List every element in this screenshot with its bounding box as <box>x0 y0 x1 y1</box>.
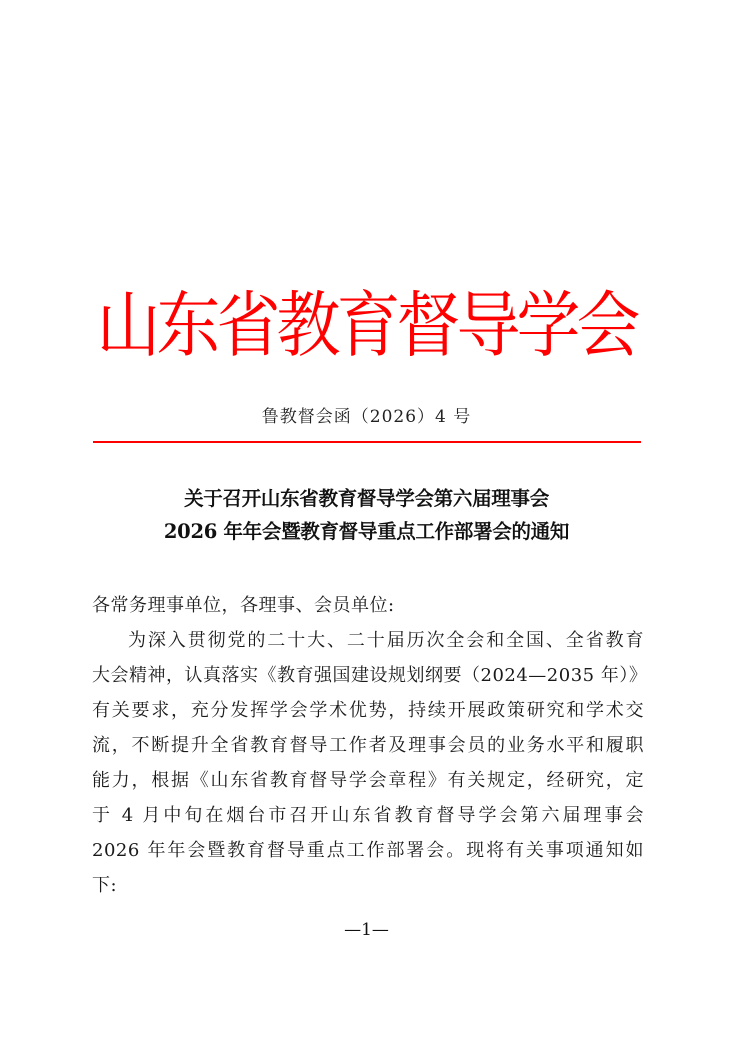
notice-title <box>0 482 733 548</box>
body-line: 下: <box>92 875 118 896</box>
body-line: 能力，根据《山东省教育督导学会章程》有关规定，经研究，定 <box>92 770 644 791</box>
body-line: 为深入贯彻党的二十大、二十届历次全会和全国、全省教育 <box>128 630 644 651</box>
body-line: 流，不断提升全省教育督导工作者及理事会员的业务水平和履职 <box>92 735 644 756</box>
document-number: 鲁教督会函（2026）4 号 <box>261 407 472 427</box>
organization-header-title: 山东省教育督导学会 <box>96 284 637 368</box>
notice-body <box>92 588 648 903</box>
body-line: 2026 年年会暨教育督导重点工作部署会。现将有关事项通知如 <box>92 840 644 861</box>
body-line: 于 4 月中旬在烟台市召开山东省教育督导学会第六届理事会 <box>92 805 644 826</box>
red-divider-line <box>93 441 641 443</box>
page-number: —1— <box>344 920 389 940</box>
body-line: 大会精神，认真落实《教育强国建设规划纲要（2024—2035 年）》 <box>92 665 648 686</box>
body-line: 有关要求，充分发挥学会学术优势，持续开展政策研究和学术交 <box>92 700 644 721</box>
salutation: 各常务理事单位，各理事、会员单位: <box>92 595 395 616</box>
notice-title-line-2: 2026 年年会暨教育督导重点工作部署会的通知 <box>163 520 570 543</box>
notice-title-line-1: 关于召开山东省教育督导学会第六届理事会 <box>184 487 549 510</box>
